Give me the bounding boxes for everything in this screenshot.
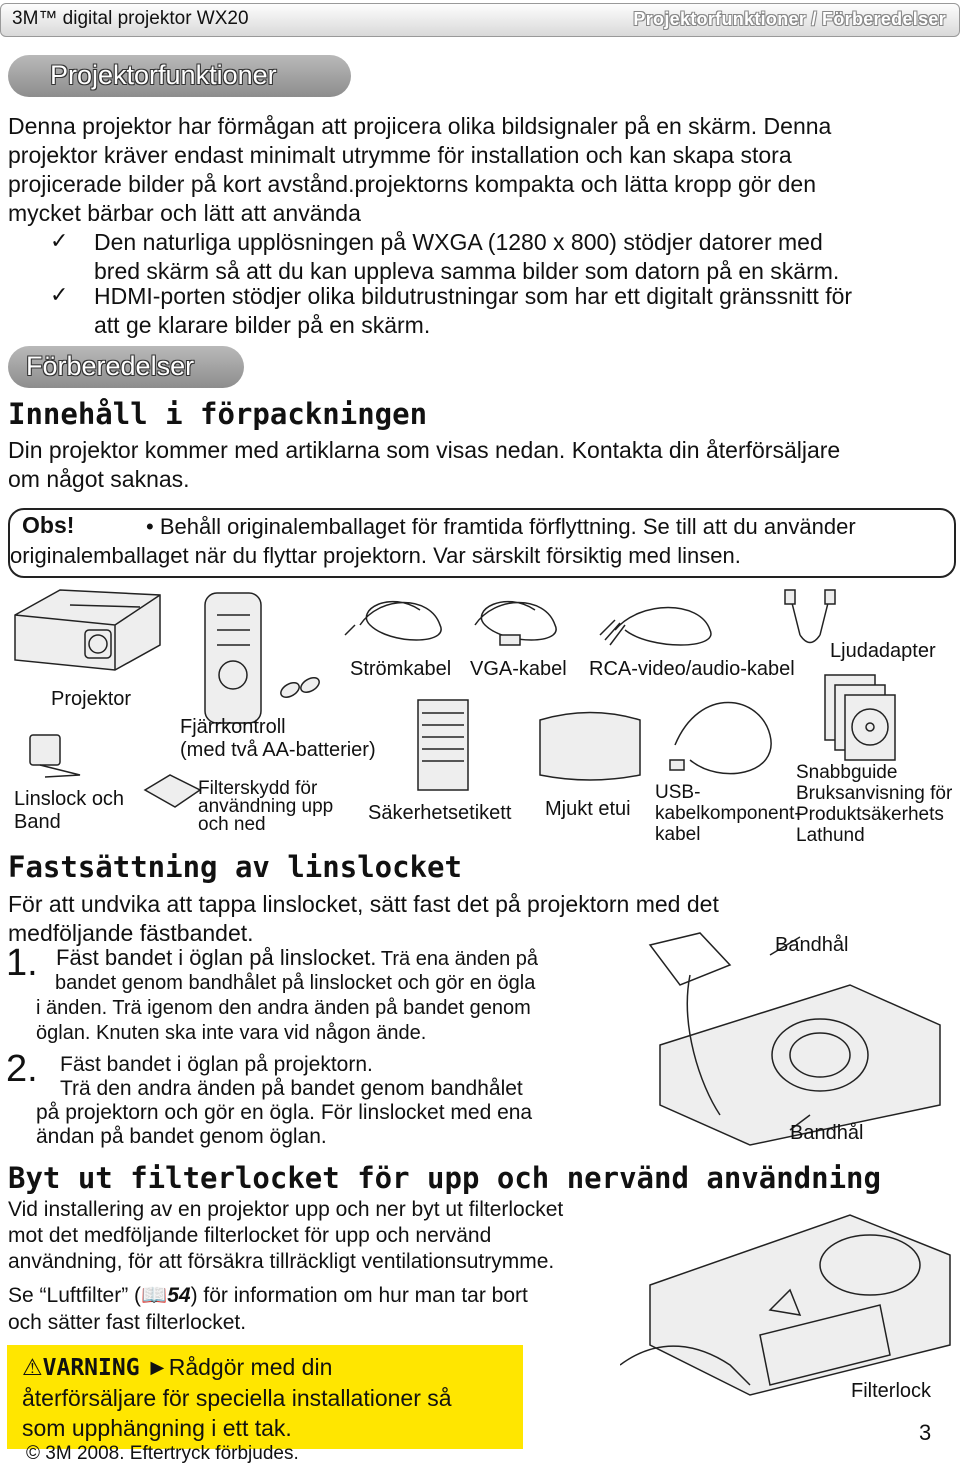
strap-hole-label-top: Bandhål <box>775 934 849 956</box>
arrow-right-icon: ► <box>145 1354 169 1380</box>
vga-cable-drawing <box>475 602 556 645</box>
page-reference-link[interactable]: 54 <box>167 1284 191 1307</box>
step-1-text: i änden. Trä igenom den andra änden på bandet genom <box>36 997 531 1019</box>
filter-reference: Se “Luftfilter” (📖54) för information om hur man tar bort och sätter fast filterlocket. <box>8 1284 528 1334</box>
contents-intro: Din projektor kommer med artiklarna som visas nedan. Kontakta din återförsäljare om något saknas. <box>8 437 841 492</box>
step-2-text: ändan på bandet genom öglan. <box>36 1125 327 1148</box>
filter-cover-heading: Byt ut filterlocket för upp och nervänd användning <box>8 1161 881 1195</box>
item-power-cable: Strömkabel <box>350 658 452 680</box>
note-label: Obs! <box>22 512 75 538</box>
step-1-number: 1. <box>6 942 38 984</box>
check-icon: ✓ <box>50 282 69 307</box>
remote-control-drawing <box>205 593 322 723</box>
lens-cap-drawing <box>30 735 80 777</box>
item-lens-cap: Linslock och Band <box>14 788 125 833</box>
header-section: Projektorfunktioner / Förberedelser <box>633 9 946 29</box>
book-icon: 📖 <box>141 1284 168 1307</box>
note-line-1: • Behåll originalemballaget för framtida förflyttning. Se till att du använder <box>146 514 856 539</box>
step-2-text: på projektorn och gör en ögla. För linslocket med ena <box>36 1101 533 1124</box>
item-usb-cable: USB- kabelkomponent- kabel <box>655 782 801 845</box>
step-2-text: Fäst bandet i öglan på projektorn. <box>60 1053 373 1076</box>
soft-case-drawing <box>540 713 640 781</box>
projector-drawing <box>15 590 160 670</box>
filter-cover-illustration <box>620 1195 955 1405</box>
page-number: 3 <box>919 1420 932 1445</box>
feature-bullet: HDMI-porten stödjer olika bildutrustningar som har ett digitalt gränssnitt för att ge klarare bilder på en skärm. <box>94 283 853 338</box>
strap-hole-label-bottom: Bandhål <box>790 1122 864 1144</box>
step-1-text: bandet genom bandhålet på linslocket och gör en ögla <box>55 972 536 994</box>
item-soft-case: Mjukt etui <box>545 798 631 820</box>
note-line-2: originalemballaget när du flyttar projektorn. Var särskilt försiktig med linsen. <box>10 543 741 568</box>
lens-cap-intro: För att undvika att tappa linslocket, sätt fast det på projektorn med det medföljande fästbandet. <box>8 891 719 946</box>
item-rca-cable: RCA-video/audio-kabel <box>589 658 795 680</box>
lens-cap-heading: Fastsättning av linslocket <box>8 850 462 884</box>
item-safety-label: Säkerhetsetikett <box>368 802 512 824</box>
step-1-text: öglan. Knuten ska inte vara vid någon ände. <box>36 1022 427 1044</box>
item-audio-adapter: Ljudadapter <box>830 640 936 662</box>
item-remote: Fjärrkontroll (med två AA-batterier) <box>180 716 376 761</box>
header-product: 3M™ digital projektor WX20 <box>12 8 249 29</box>
check-icon: ✓ <box>50 228 69 253</box>
feature-bullet: Den naturliga upplösningen på WXGA (1280 x 800) stödjer datorer med bred skärm så att du kan uppleva samma bilder som datorn på en skärm. <box>94 229 840 284</box>
section-title-preparations: Förberedelser <box>8 346 244 388</box>
copyright: © 3M 2008. Eftertryck förbjudes. <box>26 1443 299 1464</box>
lens-cap-attach-illustration <box>620 925 950 1155</box>
audio-adapter-drawing <box>785 590 835 643</box>
warning-triangle-icon: ⚠ <box>22 1354 43 1380</box>
usb-cable-drawing <box>670 703 771 774</box>
filter-cover-label: Filterlock <box>851 1380 932 1402</box>
section-title-features: Projektorfunktioner <box>8 55 351 97</box>
documents-drawing <box>825 675 895 760</box>
item-filter-cover: Filterskydd för användning upp och ned <box>198 778 334 835</box>
item-vga-cable: VGA-kabel <box>470 658 567 680</box>
step-2-text: Trä den andra änden på bandet genom bandhålet <box>60 1077 523 1100</box>
item-documents: Snabbguide Bruksanvisning för Produktsäkerhets Lathund <box>796 762 953 846</box>
features-intro: Denna projektor har förmågan att projicera olika bildsignaler på en skärm. Denna projektor kräver endast minimalt utrymme för installation och kan skapa stora projicerade bilder på kort avstånd.projektorns kompakta och lätta kropp gör den mycket bärbar och lätt att använda <box>8 113 832 226</box>
filter-cover-text: Vid installering av en projektor upp och ner byt ut filterlocket mot det medföljande filterlocket för upp och nervänd användning, för att försäkra tillräckligt ventilationsutrymme. <box>8 1198 564 1273</box>
safety-label-drawing <box>418 700 468 790</box>
step-1-text: Fäst bandet i öglan på linslocket. Trä ena änden på <box>56 945 539 970</box>
filter-cover-drawing <box>145 775 200 807</box>
step-2-number: 2. <box>6 1048 38 1090</box>
contents-heading: Innehåll i förpackningen <box>8 397 428 431</box>
warning-text: ⚠VARNING ►Rådgör med din återförsäljare för speciella installationer så som upphängning i ett tak. <box>22 1354 452 1441</box>
power-cable-drawing <box>345 602 441 640</box>
rca-cable-drawing <box>600 608 711 646</box>
item-projector: Projektor <box>51 688 132 710</box>
